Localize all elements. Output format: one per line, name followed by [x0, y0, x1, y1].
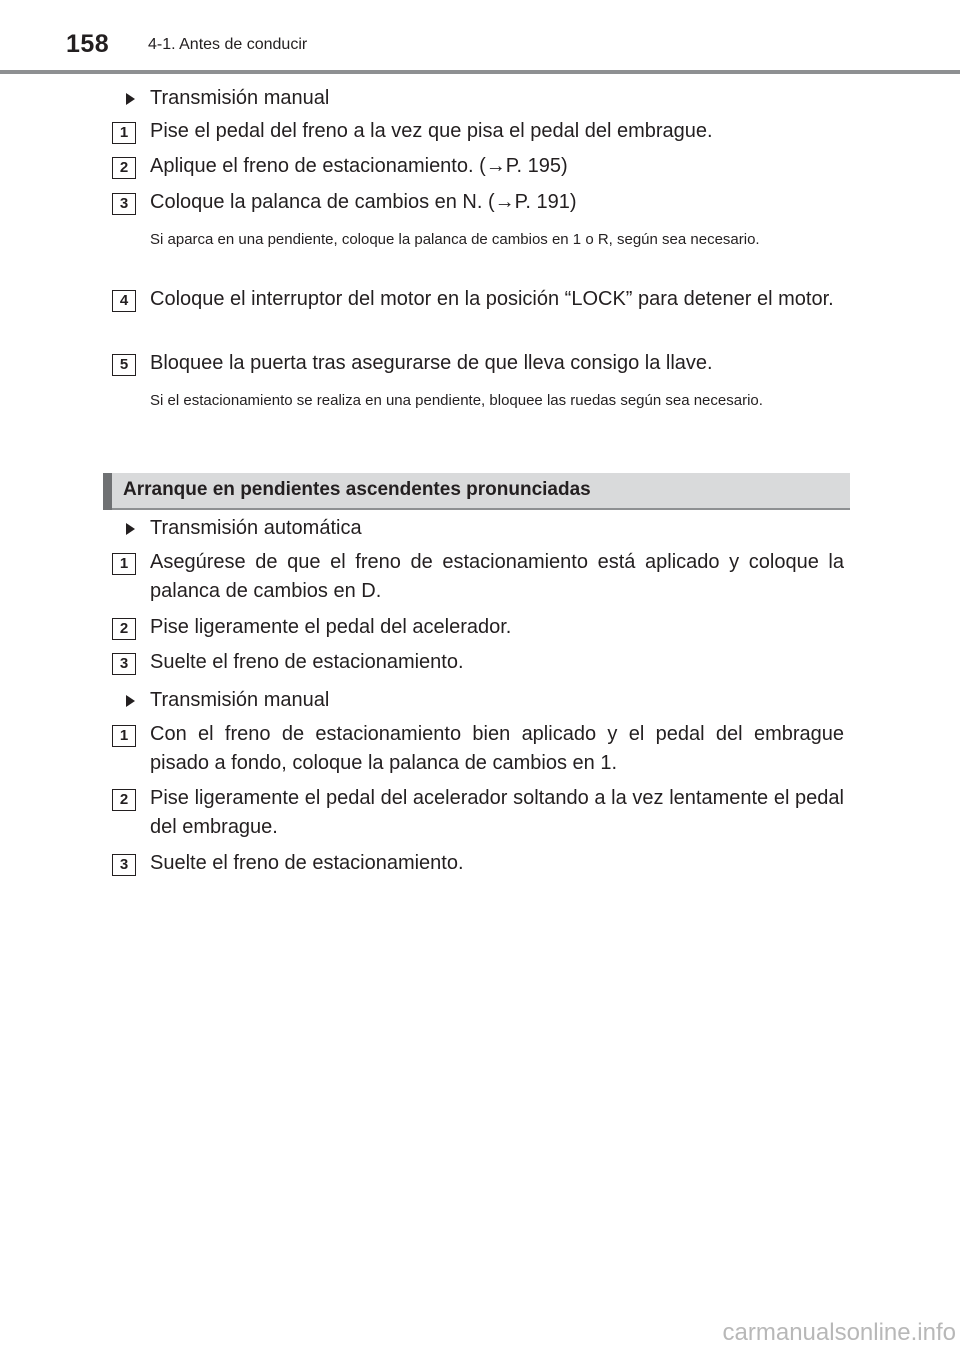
subhead-label: Transmisión manual [150, 87, 330, 109]
subhead-label: Transmisión automática [150, 517, 362, 539]
step-text: Suelte el freno de estacionamiento. [150, 651, 464, 673]
section-title: Arranque en pendientes ascendentes pronunciadas [123, 479, 591, 500]
site-watermark: carmanualsonline.info [722, 1319, 956, 1346]
step-number: 3 [112, 854, 136, 876]
step-text: Bloquee la puerta tras asegurarse de que lleva consigo la llave. [150, 352, 713, 374]
step-text: Pise ligeramente el pedal del acelerador soltando a la vez lentamente el pedal del embrague. [150, 787, 844, 838]
page-number: 158 [66, 30, 110, 58]
step-number: 2 [112, 618, 136, 640]
step-note: Si aparca en una pendiente, coloque la palanca de cambios en 1 o R, según sea necesario. [150, 231, 760, 248]
step-text: Suelte el freno de estacionamiento. [150, 852, 464, 874]
step-text: Con el freno de estacionamiento bien aplicado y el pedal del embrague pisado a fondo, coloque la palanca de cambios en 1. [150, 723, 844, 774]
step-number: 3 [112, 653, 136, 675]
step-number: 4 [112, 290, 136, 312]
step-number: 1 [112, 725, 136, 747]
step-text: Asegúrese de que el freno de estacionamiento está aplicado y coloque la palanca de cambios en D. [150, 551, 844, 602]
triangle-bullet-icon [126, 523, 135, 535]
step-number: 3 [112, 193, 136, 215]
subhead-label: Transmisión manual [150, 689, 330, 711]
step-number: 1 [112, 122, 136, 144]
page-header [0, 0, 960, 76]
step-text: Aplique el freno de estacionamiento. (→P. 195) [150, 155, 568, 177]
section-heading [103, 473, 850, 510]
step-text: Pise el pedal del freno a la vez que pisa el pedal del embrague. [150, 120, 713, 142]
step-number: 2 [112, 789, 136, 811]
step-text: Pise ligeramente el pedal del acelerador. [150, 616, 512, 638]
heading-accent-bar [103, 473, 112, 510]
header-divider [0, 70, 960, 74]
step-text: Coloque el interruptor del motor en la posición “LOCK” para detener el motor. [150, 288, 834, 310]
step-number: 1 [112, 553, 136, 575]
step-text: Coloque la palanca de cambios en N. (→P. 191) [150, 191, 577, 213]
step-number: 2 [112, 157, 136, 179]
chapter-title: 4-1. Antes de conducir [148, 36, 308, 53]
step-note: Si el estacionamiento se realiza en una pendiente, bloquee las ruedas según sea necesario. [150, 392, 763, 409]
triangle-bullet-icon [126, 695, 135, 707]
step-number: 5 [112, 354, 136, 376]
triangle-bullet-icon [126, 93, 135, 105]
